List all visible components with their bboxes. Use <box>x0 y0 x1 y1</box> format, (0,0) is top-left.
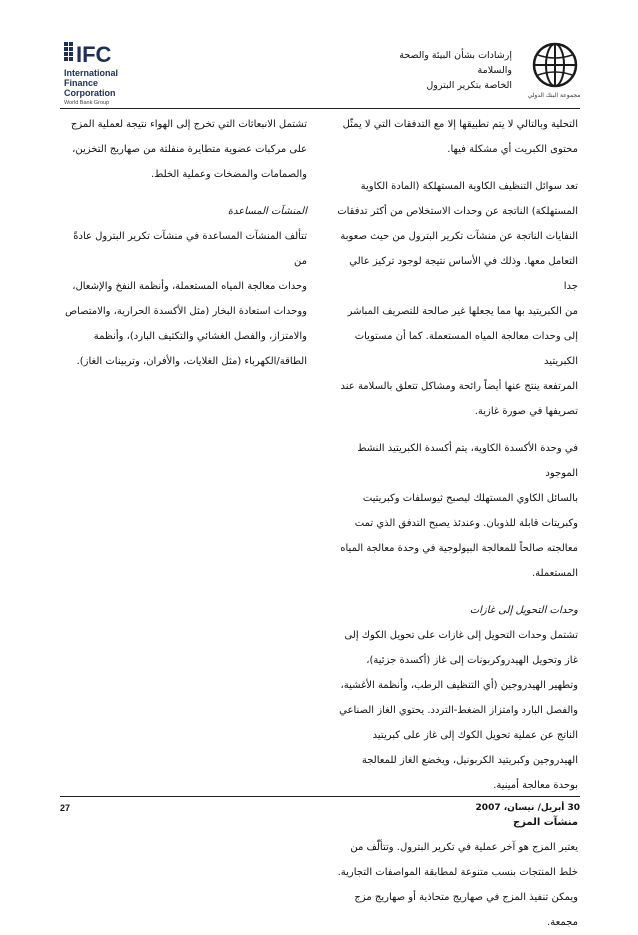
ifc-logo <box>64 40 120 66</box>
text-line: التعامل معها. وذلك في الأساس نتيجة لوجود تركيز عالي جدا <box>349 256 578 292</box>
paragraph <box>62 112 307 187</box>
paragraph <box>333 835 578 935</box>
text-line: ويمكن تنفيذ المزج في صهاريج متحاذية أو صهاريج مزج <box>354 892 578 903</box>
header-title-line: الخاصة بتكرير البترول <box>426 80 512 91</box>
ifc-name <box>64 68 118 98</box>
section-heading-gasification: وحدات التحويل إلى غازات <box>469 605 578 616</box>
header-rule <box>60 108 580 109</box>
paragraph <box>333 174 578 424</box>
text-line: والفصل البارد وامتزاز الضغط-التردد. يحتوي الغاز الصناعي <box>339 705 578 716</box>
paragraph <box>333 623 578 798</box>
text-line: الهيدروجين وكبريتيد الكربونيل، ويخضع الغاز للمعالجة <box>361 755 578 766</box>
text-line: ووحدات استعادة البخار (مثل الأكسدة الحرارية، والامتصاص <box>64 306 307 317</box>
text-line: وتطهير الهيدروجين (أي التنظيف الرطب، وأنظمة الأغشية، <box>340 680 578 691</box>
paragraph <box>333 112 578 162</box>
text-line: على مركبات عضوية متطايرة منفلتة من صهاريج التخزين، <box>72 144 307 155</box>
text-line: وحدات معالجة المياه المستعملة، وأنظمة النفخ والإشعال، <box>72 281 307 292</box>
text-line: غاز وتحويل الهيدروكربونات إلى غاز (أكسدة جزئية)، <box>366 655 578 666</box>
section-heading-auxiliary: المنشآت المساعدة <box>227 206 307 217</box>
text-line: بالسائل الكاوي المستهلك ليصبح ثيوسلفات وكبريتيت <box>362 493 578 504</box>
text-line: محتوى الكبريت أي مشكلة فيها. <box>447 144 578 155</box>
world-bank-caption: مجموعة البنك الدولي <box>527 92 581 99</box>
text-line: بوحدة معالجة أمينية. <box>493 780 578 791</box>
ifc-name-line: International <box>64 68 119 78</box>
text-line: إلى وحدات معالجة المياه المستعملة. كما أن مستويات الكبريتيد <box>354 331 578 367</box>
left-column <box>62 112 307 374</box>
text-line: والصمامات والمضخات وعملية الخلط. <box>150 169 307 180</box>
text-line: المستهلكة) الناتجة عن وحدات الاستخلاص من أكثر تدفقات <box>337 206 578 217</box>
paragraph <box>62 224 307 374</box>
text-line: مجمعة. <box>547 917 578 928</box>
footer-date: 30 أبريل/ نيسان، 2007 <box>475 803 580 813</box>
text-line: تشتمل وحدات التحويل إلى غازات على تحويل الكوك إلى <box>344 630 578 641</box>
text-line: تشتمل الانبعاثات التي تخرج إلى الهواء نتيجة لعملية المزج <box>70 119 307 130</box>
text-line: خلط المنتجات بنسب متنوعة لمطابقة المواصفات التجارية. <box>337 867 578 878</box>
text-line: الناتج عن عملية تحويل الكوك إلى غاز على كبريتيد <box>372 730 578 741</box>
text-line: وكبريتات قابلة للذوبان. وعندئذ يصبح التدفق الذي تمت <box>354 518 578 529</box>
text-line: من الكبريتيد بها مما يجعلها غير صالحة للتصريف المباشر <box>347 306 578 317</box>
header-title <box>380 48 512 93</box>
footer-rule <box>60 796 580 797</box>
text-line: الطاقة/الكهرباء (مثل الغلايات، والأفران، وتربينات الغاز). <box>76 356 307 367</box>
text-line: النفايات الناتجة عن منشآت تكرير البترول من حيث صعوبة <box>340 231 578 242</box>
paragraph <box>333 436 578 586</box>
text-line: تصريفها في صورة غازية. <box>474 406 578 417</box>
text-line: تتألف المنشآت المساعدة في منشآت تكرير البترول عادةً من <box>73 231 307 267</box>
text-line: المستعملة. <box>531 568 578 579</box>
text-line: معالجته صالحاً للمعالجة البيولوجية في وحدة معالجة المياه <box>340 543 578 554</box>
ifc-name-line: Corporation <box>64 88 116 98</box>
world-bank-logo <box>532 42 578 88</box>
ifc-name-line: Finance <box>64 78 99 88</box>
page-number: 27 <box>60 803 71 813</box>
text-line: تعد سوائل التنظيف الكاوية المستهلكة (المادة الكاوية <box>360 181 578 192</box>
text-line: والامتزاز، والفصل الغشائي والتكثيف البارد)، وأنظمة <box>93 331 307 342</box>
section-heading-blending: منشآت المزج <box>512 817 578 828</box>
text-line: يعتبر المزج هو آخر عملية في تكرير البترول. وتتألّف من <box>350 842 578 853</box>
ifc-wordmark: IFC <box>76 42 112 66</box>
header-title-line: إرشادات بشأن البيئة والصحة والسلامة <box>399 50 512 76</box>
ifc-subtitle: World Bank Group <box>64 100 110 106</box>
text-line: المرتفعة ينتج عنها أيضاً رائحة ومشاكل تتعلق بالسلامة عند <box>340 381 578 392</box>
text-line: في وحدة الأكسدة الكاوية، يتم أكسدة الكبريتيد النشط الموجود <box>357 443 578 479</box>
text-line: التحلية وبالتالي لا يتم تطبيقها إلا مع التدفقات التي لا يمثّل <box>342 119 578 130</box>
